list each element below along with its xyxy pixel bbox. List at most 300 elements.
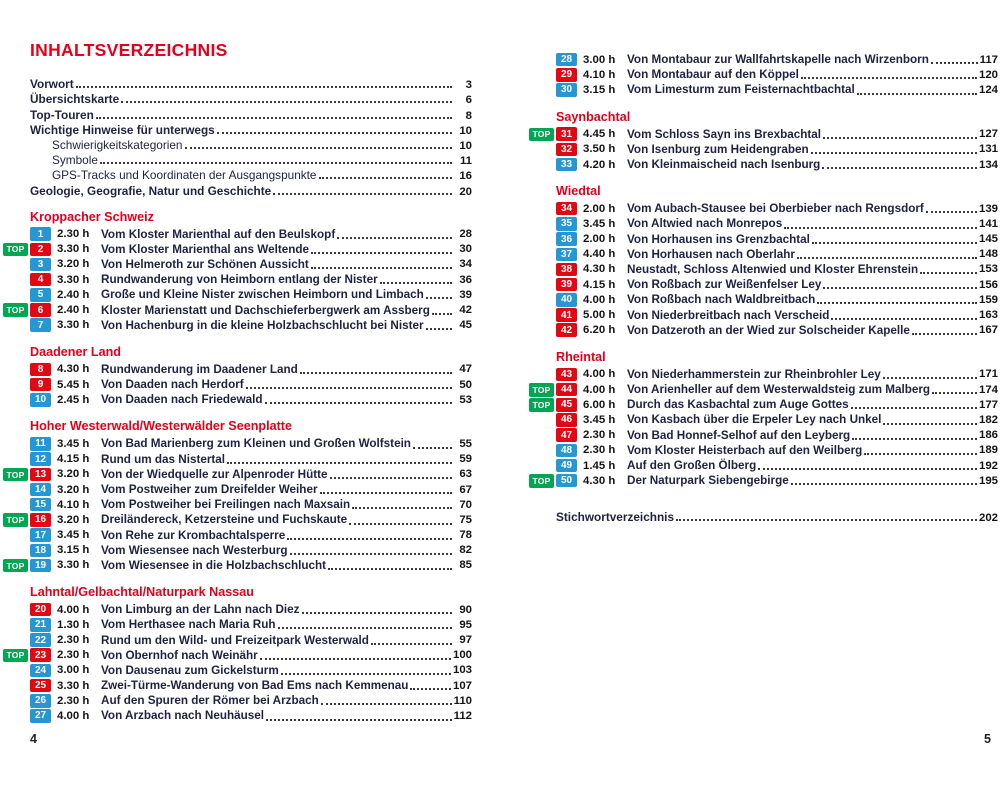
tour-title: Vom Kloster Marienthal auf den Beulskopf	[101, 227, 336, 241]
dot-leader	[797, 257, 977, 259]
tour-row	[30, 693, 472, 708]
tour-page-number: 134	[978, 158, 998, 171]
tour-page-number: 139	[978, 202, 998, 215]
toc-section	[6, 209, 472, 333]
front-matter-label: GPS-Tracks und Koordinaten der Ausgangspunkte	[52, 168, 317, 183]
tour-duration: 4.15 h	[583, 278, 616, 291]
tour-row	[30, 436, 472, 451]
front-matter-row	[30, 182, 472, 197]
front-matter-page: 16	[459, 170, 472, 183]
tour-title: Von Hachenburg in die kleine Holzbachschlucht bei Nister	[101, 318, 424, 332]
top-tour-badge: TOP	[3, 513, 28, 527]
tour-duration: 3.00 h	[583, 53, 616, 66]
tour-row	[556, 67, 998, 82]
tour-row	[6, 512, 472, 527]
dot-leader	[822, 167, 977, 169]
front-matter-label: Top-Touren	[30, 107, 94, 122]
tour-duration: 6.20 h	[583, 324, 616, 337]
tour-page-number: 50	[459, 378, 472, 391]
dot-leader	[823, 137, 977, 139]
tour-number-badge: 48	[556, 444, 577, 458]
top-tour-badge: TOP	[3, 559, 28, 573]
tour-row	[30, 497, 472, 512]
tour-duration: 4.20 h	[583, 158, 616, 171]
front-matter-page: 20	[459, 185, 472, 198]
dot-leader	[932, 392, 977, 394]
tour-number-badge: 40	[556, 293, 577, 307]
dot-leader	[371, 643, 452, 645]
dot-leader	[311, 252, 452, 254]
index-entry-label: Stichwortverzeichnis	[556, 509, 675, 524]
tour-number-badge: 44	[556, 383, 577, 397]
tour-duration: 3.15 h	[583, 83, 616, 96]
tour-title: Von Altwied nach Monrepos	[627, 217, 783, 231]
dot-leader	[410, 688, 451, 690]
tour-row	[30, 528, 472, 543]
tour-title: Vom Aubach-Stausee bei Oberbieber nach Rengsdorf	[627, 202, 924, 216]
tour-page-number: 148	[978, 248, 998, 261]
dot-leader	[76, 86, 452, 88]
tour-number-badge: 4	[30, 273, 51, 287]
tour-page-number: 120	[978, 68, 998, 81]
tour-page-number: 70	[459, 498, 472, 511]
dot-leader	[931, 62, 978, 64]
front-matter-row	[30, 137, 472, 152]
front-matter-page: 3	[465, 79, 472, 92]
tour-page-number: 112	[453, 709, 472, 722]
front-matter-row	[30, 91, 472, 106]
tour-duration: 4.30 h	[57, 363, 90, 376]
section-heading: Rheintal	[556, 349, 606, 364]
tour-row	[30, 452, 472, 467]
tour-row	[30, 227, 472, 242]
dot-leader	[432, 313, 452, 315]
tour-row	[532, 127, 998, 142]
toc-section	[6, 585, 472, 724]
index-entry-page: 202	[978, 511, 998, 524]
toc-section	[532, 109, 998, 173]
left-page	[6, 40, 472, 724]
dot-leader	[321, 703, 452, 705]
tour-row	[30, 602, 472, 617]
tour-row	[6, 302, 472, 317]
dot-leader	[758, 468, 977, 470]
tour-page-number: 34	[459, 258, 472, 271]
tour-page-number: 177	[978, 398, 998, 411]
tour-row	[556, 292, 998, 307]
tour-title: Von Limburg an der Lahn nach Diez	[101, 603, 300, 617]
tour-page-number: 103	[452, 664, 472, 677]
tour-row	[556, 428, 998, 443]
dot-leader	[302, 612, 453, 614]
tour-duration: 3.45 h	[57, 437, 90, 450]
dot-leader	[426, 328, 452, 330]
tour-duration: 3.30 h	[57, 273, 90, 286]
dot-leader	[920, 272, 977, 274]
tour-page-number: 167	[978, 324, 998, 337]
tour-duration: 3.30 h	[57, 243, 90, 256]
tour-duration: 5.00 h	[583, 309, 616, 322]
top-tour-badge: TOP	[529, 128, 554, 142]
tour-number-badge: 2	[30, 243, 51, 257]
front-matter-page: 6	[465, 94, 472, 107]
tour-duration: 5.45 h	[57, 378, 90, 391]
tour-number-badge: 39	[556, 278, 577, 292]
continued-tour-list	[556, 52, 998, 98]
front-matter-label: Schwierigkeitskategorien	[52, 137, 183, 152]
dot-leader	[352, 507, 452, 509]
dot-leader	[823, 287, 977, 289]
dot-leader	[426, 297, 452, 299]
tour-page-number: 195	[978, 474, 998, 487]
front-matter-label: Vorwort	[30, 77, 74, 92]
tour-title: Vom Wiesensee in die Holzbachschlucht	[101, 558, 327, 572]
dot-leader	[266, 719, 452, 721]
tour-number-badge: 7	[30, 318, 51, 332]
tour-page-number: 45	[459, 319, 472, 332]
tour-row	[556, 323, 998, 338]
dot-leader	[811, 152, 977, 154]
tour-duration: 2.30 h	[57, 694, 90, 707]
tour-duration: 3.20 h	[57, 513, 90, 526]
tour-title: Von Horhausen ins Grenzbachtal	[627, 232, 810, 246]
tour-title: Von Bad Marienberg zum Kleinen und Großen Wolfstein	[101, 437, 411, 451]
tour-page-number: 153	[978, 263, 998, 276]
tour-row	[556, 52, 998, 67]
tour-row	[556, 412, 998, 427]
dot-leader	[311, 267, 452, 269]
tour-title: Auf den Großen Ölberg	[627, 459, 757, 473]
tour-duration: 3.30 h	[57, 679, 90, 692]
dot-leader	[319, 177, 453, 179]
tour-title: Von Bad Honnef-Selhof auf den Leyberg	[627, 428, 851, 442]
tour-number-badge: 19	[30, 559, 51, 573]
tour-number-badge: 14	[30, 483, 51, 497]
tour-duration: 2.40 h	[57, 288, 90, 301]
tour-row	[556, 277, 998, 292]
tour-number-badge: 3	[30, 258, 51, 272]
tour-title: Rundwanderung von Heimborn entlang der Nister	[101, 273, 378, 287]
tour-title: Von Isenburg zum Heidengraben	[627, 142, 809, 156]
dot-leader	[217, 132, 452, 134]
tour-page-number: 127	[978, 128, 998, 141]
dot-leader	[290, 553, 452, 555]
tour-duration: 2.30 h	[583, 429, 616, 442]
dot-leader	[883, 377, 977, 379]
tour-page-number: 192	[978, 459, 998, 472]
dot-leader	[380, 282, 452, 284]
dot-leader	[337, 237, 452, 239]
tour-page-number: 39	[459, 288, 472, 301]
toc-section	[6, 419, 472, 573]
book-page-number-right: 5	[984, 732, 991, 746]
tour-duration: 4.00 h	[583, 293, 616, 306]
dot-leader	[278, 627, 453, 629]
tour-duration: 4.10 h	[583, 68, 616, 81]
tour-page-number: 63	[459, 468, 472, 481]
tour-number-badge: 23	[30, 648, 51, 662]
tour-title: Von Arzbach nach Neuhäusel	[101, 709, 265, 723]
front-matter-page: 11	[459, 155, 472, 168]
tour-duration: 3.50 h	[583, 143, 616, 156]
tour-row	[30, 708, 472, 723]
tour-page-number: 145	[978, 233, 998, 246]
tour-row	[6, 467, 472, 482]
tour-title: Der Naturpark Siebengebirge	[627, 474, 789, 488]
tour-number-badge: 50	[556, 474, 577, 488]
dot-leader	[100, 162, 452, 164]
tour-row	[6, 242, 472, 257]
tour-title: Durch das Kasbachtal zum Auge Gottes	[627, 398, 849, 412]
tour-page-number: 47	[459, 363, 472, 376]
tour-number-badge: 18	[30, 544, 51, 558]
tour-title: Von Kasbach über die Erpeler Ley nach Unkel	[627, 413, 882, 427]
top-tour-badge: TOP	[3, 468, 28, 482]
front-matter-row	[30, 167, 472, 182]
tour-page-number: 90	[459, 603, 472, 616]
tour-title: Von Horhausen nach Oberlahr	[627, 247, 795, 261]
tour-row	[30, 632, 472, 647]
tour-page-number: 95	[459, 618, 472, 631]
tour-number-badge: 36	[556, 232, 577, 246]
top-tour-badge: TOP	[3, 303, 28, 317]
section-heading: Daadener Land	[30, 344, 121, 359]
front-matter-row	[30, 122, 472, 137]
top-tour-badge: TOP	[529, 398, 554, 412]
dot-leader	[246, 387, 452, 389]
tour-title: Dreiländereck, Ketzersteine und Fuchskaute	[101, 513, 348, 527]
dot-leader	[791, 483, 977, 485]
tour-duration: 4.15 h	[57, 453, 90, 466]
dot-leader	[96, 117, 452, 119]
tour-duration: 3.15 h	[57, 544, 90, 557]
tour-row	[30, 678, 472, 693]
tour-title: Von Rehe zur Krombachtalsperre	[101, 528, 286, 542]
tour-page-number: 117	[979, 53, 998, 66]
tour-title: Auf den Spuren der Römer bei Arzbach	[101, 694, 319, 708]
toc-section	[556, 184, 998, 338]
section-heading: Hoher Westerwald/Westerwälder Seenplatte	[30, 419, 292, 434]
tour-number-badge: 29	[556, 68, 577, 82]
tour-page-number: 171	[978, 368, 998, 381]
tour-row	[30, 377, 472, 392]
dot-leader	[413, 447, 452, 449]
front-matter-row	[30, 106, 472, 121]
toc-section	[30, 345, 472, 408]
tour-page-number: 182	[978, 413, 998, 426]
section-heading: Lahntal/Gelbachtal/Naturpark Nassau	[30, 585, 254, 600]
tour-number-badge: 11	[30, 437, 51, 451]
tour-number-badge: 46	[556, 413, 577, 427]
tour-page-number: 186	[978, 429, 998, 442]
dot-leader	[265, 402, 453, 404]
tour-number-badge: 32	[556, 143, 577, 157]
tour-number-badge: 17	[30, 528, 51, 542]
dot-leader	[260, 658, 451, 660]
tour-number-badge: 6	[30, 303, 51, 317]
tour-page-number: 36	[459, 273, 472, 286]
tour-row	[556, 307, 998, 322]
tour-duration: 3.45 h	[583, 217, 616, 230]
tour-row	[6, 558, 472, 573]
tour-duration: 2.40 h	[57, 304, 90, 317]
tour-row	[532, 397, 998, 412]
front-matter-label: Geologie, Geografie, Natur und Geschichte	[30, 183, 272, 198]
top-tour-badge: TOP	[529, 474, 554, 488]
dot-leader	[784, 227, 977, 229]
tour-page-number: 124	[978, 83, 998, 96]
section-heading: Saynbachtal	[556, 109, 631, 124]
tour-row	[556, 232, 998, 247]
tour-number-badge: 25	[30, 679, 51, 693]
tour-page-number: 30	[459, 243, 472, 256]
front-matter-list	[30, 76, 472, 198]
tour-title: Von Daaden nach Friedewald	[101, 393, 263, 407]
tour-row	[556, 247, 998, 262]
tour-title: Rund um den Wild- und Freizeitpark Westerwald	[101, 633, 369, 647]
tour-row	[556, 157, 998, 172]
tour-title: Von Daaden nach Herdorf	[101, 378, 244, 392]
tour-row	[30, 543, 472, 558]
tour-title: Neustadt, Schloss Altenwied und Kloster Ehrenstein	[627, 262, 919, 276]
tour-duration: 4.00 h	[57, 709, 90, 722]
dot-leader	[320, 492, 453, 494]
tour-title: Vom Herthasee nach Maria Ruh	[101, 618, 276, 632]
tour-number-badge: 27	[30, 709, 51, 723]
tour-number-badge: 35	[556, 217, 577, 231]
tour-row	[30, 617, 472, 632]
index-entry-row	[556, 508, 998, 523]
tour-page-number: 189	[978, 444, 998, 457]
tour-title: Von Niederhammerstein zur Rheinbrohler Ley	[627, 367, 881, 381]
tour-title: Kloster Marienstatt und Dachschieferbergwerk am Assberg	[101, 303, 430, 317]
tour-row	[30, 272, 472, 287]
tour-page-number: 28	[459, 228, 472, 241]
right-sections	[532, 109, 998, 489]
tour-duration: 3.00 h	[57, 664, 90, 677]
tour-page-number: 82	[459, 544, 472, 557]
tour-row	[532, 382, 998, 397]
dot-leader	[349, 523, 452, 525]
tour-duration: 2.30 h	[583, 444, 616, 457]
tour-number-badge: 41	[556, 308, 577, 322]
top-tour-badge: TOP	[3, 243, 28, 257]
tour-duration: 3.45 h	[583, 413, 616, 426]
dot-leader	[912, 333, 977, 335]
tour-row	[30, 257, 472, 272]
tour-number-badge: 1	[30, 227, 51, 241]
tour-title: Große und Kleine Nister zwischen Heimborn und Limbach	[101, 288, 424, 302]
dot-leader	[857, 93, 977, 95]
tour-title: Von Helmeroth zur Schönen Aussicht	[101, 257, 309, 271]
tour-row	[30, 287, 472, 302]
tour-row	[556, 367, 998, 382]
tour-number-badge: 12	[30, 452, 51, 466]
tour-duration: 3.20 h	[57, 468, 90, 481]
tour-page-number: 42	[459, 304, 472, 317]
tour-duration: 2.00 h	[583, 233, 616, 246]
tour-page-number: 85	[459, 559, 472, 572]
tour-row	[556, 262, 998, 277]
tour-page-number: 55	[459, 437, 472, 450]
tour-row	[556, 443, 998, 458]
tour-title: Vom Limesturm zum Feisternachtbachtal	[627, 83, 855, 97]
toc-section	[532, 349, 998, 489]
dot-leader	[330, 477, 452, 479]
dot-leader	[851, 407, 977, 409]
tour-page-number: 67	[459, 483, 472, 496]
tour-title: Rundwanderung im Daadener Land	[101, 362, 298, 376]
dot-leader	[227, 462, 452, 464]
tour-page-number: 159	[978, 293, 998, 306]
tour-title: Von Roßbach nach Waldbreitbach	[627, 293, 816, 307]
tour-page-number: 107	[452, 679, 472, 692]
tour-title: Vom Kloster Heisterbach auf den Weilberg	[627, 443, 863, 457]
front-matter-page: 10	[459, 124, 472, 137]
tour-row	[556, 458, 998, 473]
tour-duration: 6.00 h	[583, 398, 616, 411]
tour-row	[30, 318, 472, 333]
tour-title: Von Roßbach zur Weißenfelser Ley	[627, 278, 822, 292]
tour-page-number: 78	[459, 529, 472, 542]
tour-page-number: 75	[459, 513, 472, 526]
tour-duration: 2.30 h	[57, 649, 90, 662]
tour-title: Von Obernhof nach Weinähr	[101, 648, 258, 662]
tour-title: Von Montabaur zur Wallfahrtskapelle nach Wirzenborn	[627, 53, 929, 67]
section-heading: Kroppacher Schweiz	[30, 209, 154, 224]
tour-page-number: 53	[459, 393, 472, 406]
tour-row	[556, 216, 998, 231]
dot-leader	[831, 318, 977, 320]
tour-page-number: 156	[978, 278, 998, 291]
tour-page-number: 131	[978, 143, 998, 156]
dot-leader	[185, 147, 453, 149]
tour-number-badge: 42	[556, 323, 577, 337]
tour-number-badge: 45	[556, 398, 577, 412]
right-page	[532, 40, 998, 524]
tour-title: Vom Postweiher zum Dreifelder Weiher	[101, 483, 318, 497]
tour-title: Zwei-Türme-Wanderung von Bad Ems nach Kemmenau	[101, 679, 409, 693]
top-tour-badge: TOP	[529, 383, 554, 397]
tour-page-number: 141	[978, 217, 998, 230]
tour-number-badge: 10	[30, 393, 51, 407]
tour-number-badge: 28	[556, 53, 577, 67]
tour-row	[30, 482, 472, 497]
dot-leader	[926, 211, 977, 213]
tour-page-number: 163	[978, 309, 998, 322]
front-matter-label: Übersichtskarte	[30, 92, 120, 107]
tour-title: Von Datzeroth an der Wied zur Solscheider Kapelle	[627, 323, 910, 337]
tour-row	[30, 392, 472, 407]
dot-leader	[817, 302, 977, 304]
tour-duration: 3.45 h	[57, 529, 90, 542]
tour-title: Vom Postweiher bei Freilingen nach Maxsain	[101, 498, 351, 512]
tour-duration: 2.30 h	[57, 634, 90, 647]
tour-number-badge: 15	[30, 498, 51, 512]
tour-number-badge: 31	[556, 127, 577, 141]
tour-row	[556, 82, 998, 97]
tour-number-badge: 9	[30, 378, 51, 392]
tour-duration: 1.30 h	[57, 618, 90, 631]
dot-leader	[287, 538, 452, 540]
tour-number-badge: 24	[30, 664, 51, 678]
page-title: INHALTSVERZEICHNIS	[30, 40, 228, 60]
tour-number-badge: 22	[30, 633, 51, 647]
tour-duration: 3.20 h	[57, 483, 90, 496]
tour-duration: 4.30 h	[583, 474, 616, 487]
tour-number-badge: 26	[30, 694, 51, 708]
top-tour-badge: TOP	[3, 649, 28, 663]
